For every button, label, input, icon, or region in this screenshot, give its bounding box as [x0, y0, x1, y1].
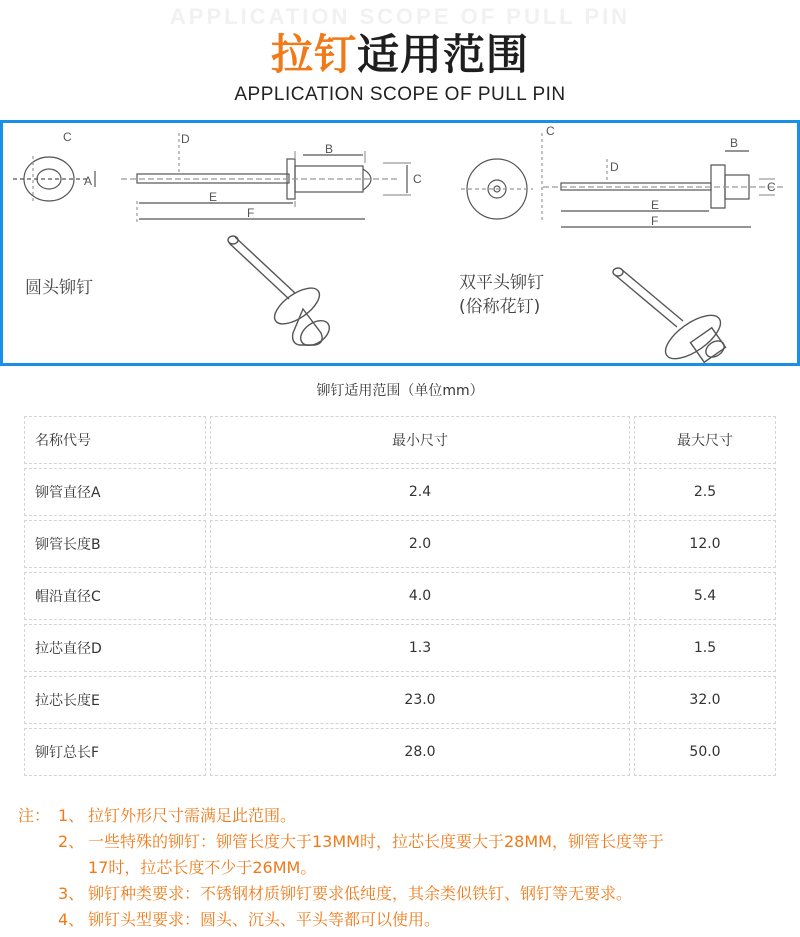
- dim-e-right: E: [651, 198, 660, 212]
- header-min: 最小尺寸: [210, 416, 630, 464]
- dim-c-left: C: [413, 172, 422, 186]
- row-name: 拉芯长度E: [24, 676, 206, 724]
- row-min: 28.0: [210, 728, 630, 776]
- flat-rivet-label: 双平头铆钉: [459, 273, 544, 293]
- table-row: [24, 676, 776, 724]
- dim-f-right: F: [651, 214, 659, 228]
- round-rivet-label: 圆头铆钉: [25, 278, 93, 298]
- flat-rivet-side-view: [543, 151, 783, 227]
- note-number: [58, 855, 88, 881]
- row-max: 2.5: [634, 468, 776, 516]
- note-prefix: [18, 829, 58, 855]
- page-title: [0, 22, 800, 82]
- note-number: 1、: [58, 806, 85, 825]
- row-name: 铆管直径A: [24, 468, 206, 516]
- dim-e-left: E: [209, 190, 218, 204]
- table-row: [24, 728, 776, 776]
- row-max: 32.0: [634, 676, 776, 724]
- flat-rivet-3d-view: [613, 268, 727, 363]
- row-min: 23.0: [210, 676, 630, 724]
- dim-b-left: B: [325, 142, 334, 156]
- table-row: [24, 572, 776, 620]
- note-prefix: [18, 881, 58, 907]
- table-caption: 铆钉适用范围（单位mm）: [316, 383, 484, 399]
- table-row: [24, 468, 776, 516]
- title-accent: 拉钉: [270, 30, 357, 79]
- header-name: 名称代号: [24, 416, 206, 464]
- note-prefix: [18, 855, 58, 881]
- dim-a-left: A: [84, 174, 93, 188]
- row-name: 铆管长度B: [24, 520, 206, 568]
- note-prefix: 注：: [18, 806, 51, 825]
- flat-rivet-alias-label: (俗称花钉): [459, 297, 541, 317]
- note-line: [18, 881, 798, 907]
- note-text: 铆钉种类要求：不锈钢材质铆钉要求低纯度，其余类似铁钉、钢钉等无要求。: [88, 884, 633, 903]
- table-row: [24, 520, 776, 568]
- dim-f-left: F: [247, 206, 255, 220]
- round-rivet-end-view: [13, 156, 95, 203]
- dim-c-right-side: C: [767, 180, 776, 194]
- row-min: 2.0: [210, 520, 630, 568]
- row-min: 4.0: [210, 572, 630, 620]
- row-min: 2.4: [210, 468, 630, 516]
- round-rivet-3d-view: [228, 236, 334, 350]
- note-text: 17时，拉芯长度不少于26MM。: [88, 858, 317, 877]
- row-name: 帽沿直径C: [24, 572, 206, 620]
- page-subtitle: APPLICATION SCOPE OF PULL PIN: [234, 84, 566, 105]
- note-text: 铆钉头型要求：圆头、沉头、平头等都可以使用。: [88, 910, 441, 929]
- notes-section: [18, 803, 798, 933]
- rivet-drawings: [3, 123, 797, 363]
- row-max: 1.5: [634, 624, 776, 672]
- table-row: [24, 624, 776, 672]
- row-max: 50.0: [634, 728, 776, 776]
- dim-c-right: C: [546, 124, 555, 138]
- dim-b-right: B: [730, 136, 739, 150]
- dim-c-left-top: C: [63, 130, 72, 144]
- note-number: 2、: [58, 832, 85, 851]
- row-name: 铆钉总长F: [24, 728, 206, 776]
- row-min: 1.3: [210, 624, 630, 672]
- row-max: 12.0: [634, 520, 776, 568]
- table-header-row: [24, 416, 776, 464]
- note-line: [18, 803, 798, 829]
- header-max: 最大尺寸: [634, 416, 776, 464]
- rivet-diagram-panel: [0, 120, 800, 366]
- flat-rivet-end-view: [461, 133, 542, 223]
- round-rivet-side-view: [121, 133, 411, 223]
- dim-d-left: D: [181, 132, 190, 146]
- note-number: 4、: [58, 910, 85, 929]
- note-number: 3、: [58, 884, 85, 903]
- title-rest: 适用范围: [357, 30, 530, 79]
- note-text: 拉钉外形尺寸需满足此范围。: [88, 806, 297, 825]
- note-prefix: [18, 907, 58, 933]
- note-line: [18, 829, 798, 855]
- note-line: [18, 855, 798, 881]
- row-max: 5.4: [634, 572, 776, 620]
- note-text: 一些特殊的铆钉：铆管长度大于13MM时，拉芯长度要大于28MM，铆管长度等于: [88, 832, 664, 851]
- dim-d-right: D: [610, 160, 619, 174]
- note-line: [18, 907, 798, 933]
- ghost-heading: APPLICATION SCOPE OF PULL PIN: [169, 4, 631, 29]
- row-name: 拉芯直径D: [24, 624, 206, 672]
- rivet-spec-table: [20, 412, 780, 780]
